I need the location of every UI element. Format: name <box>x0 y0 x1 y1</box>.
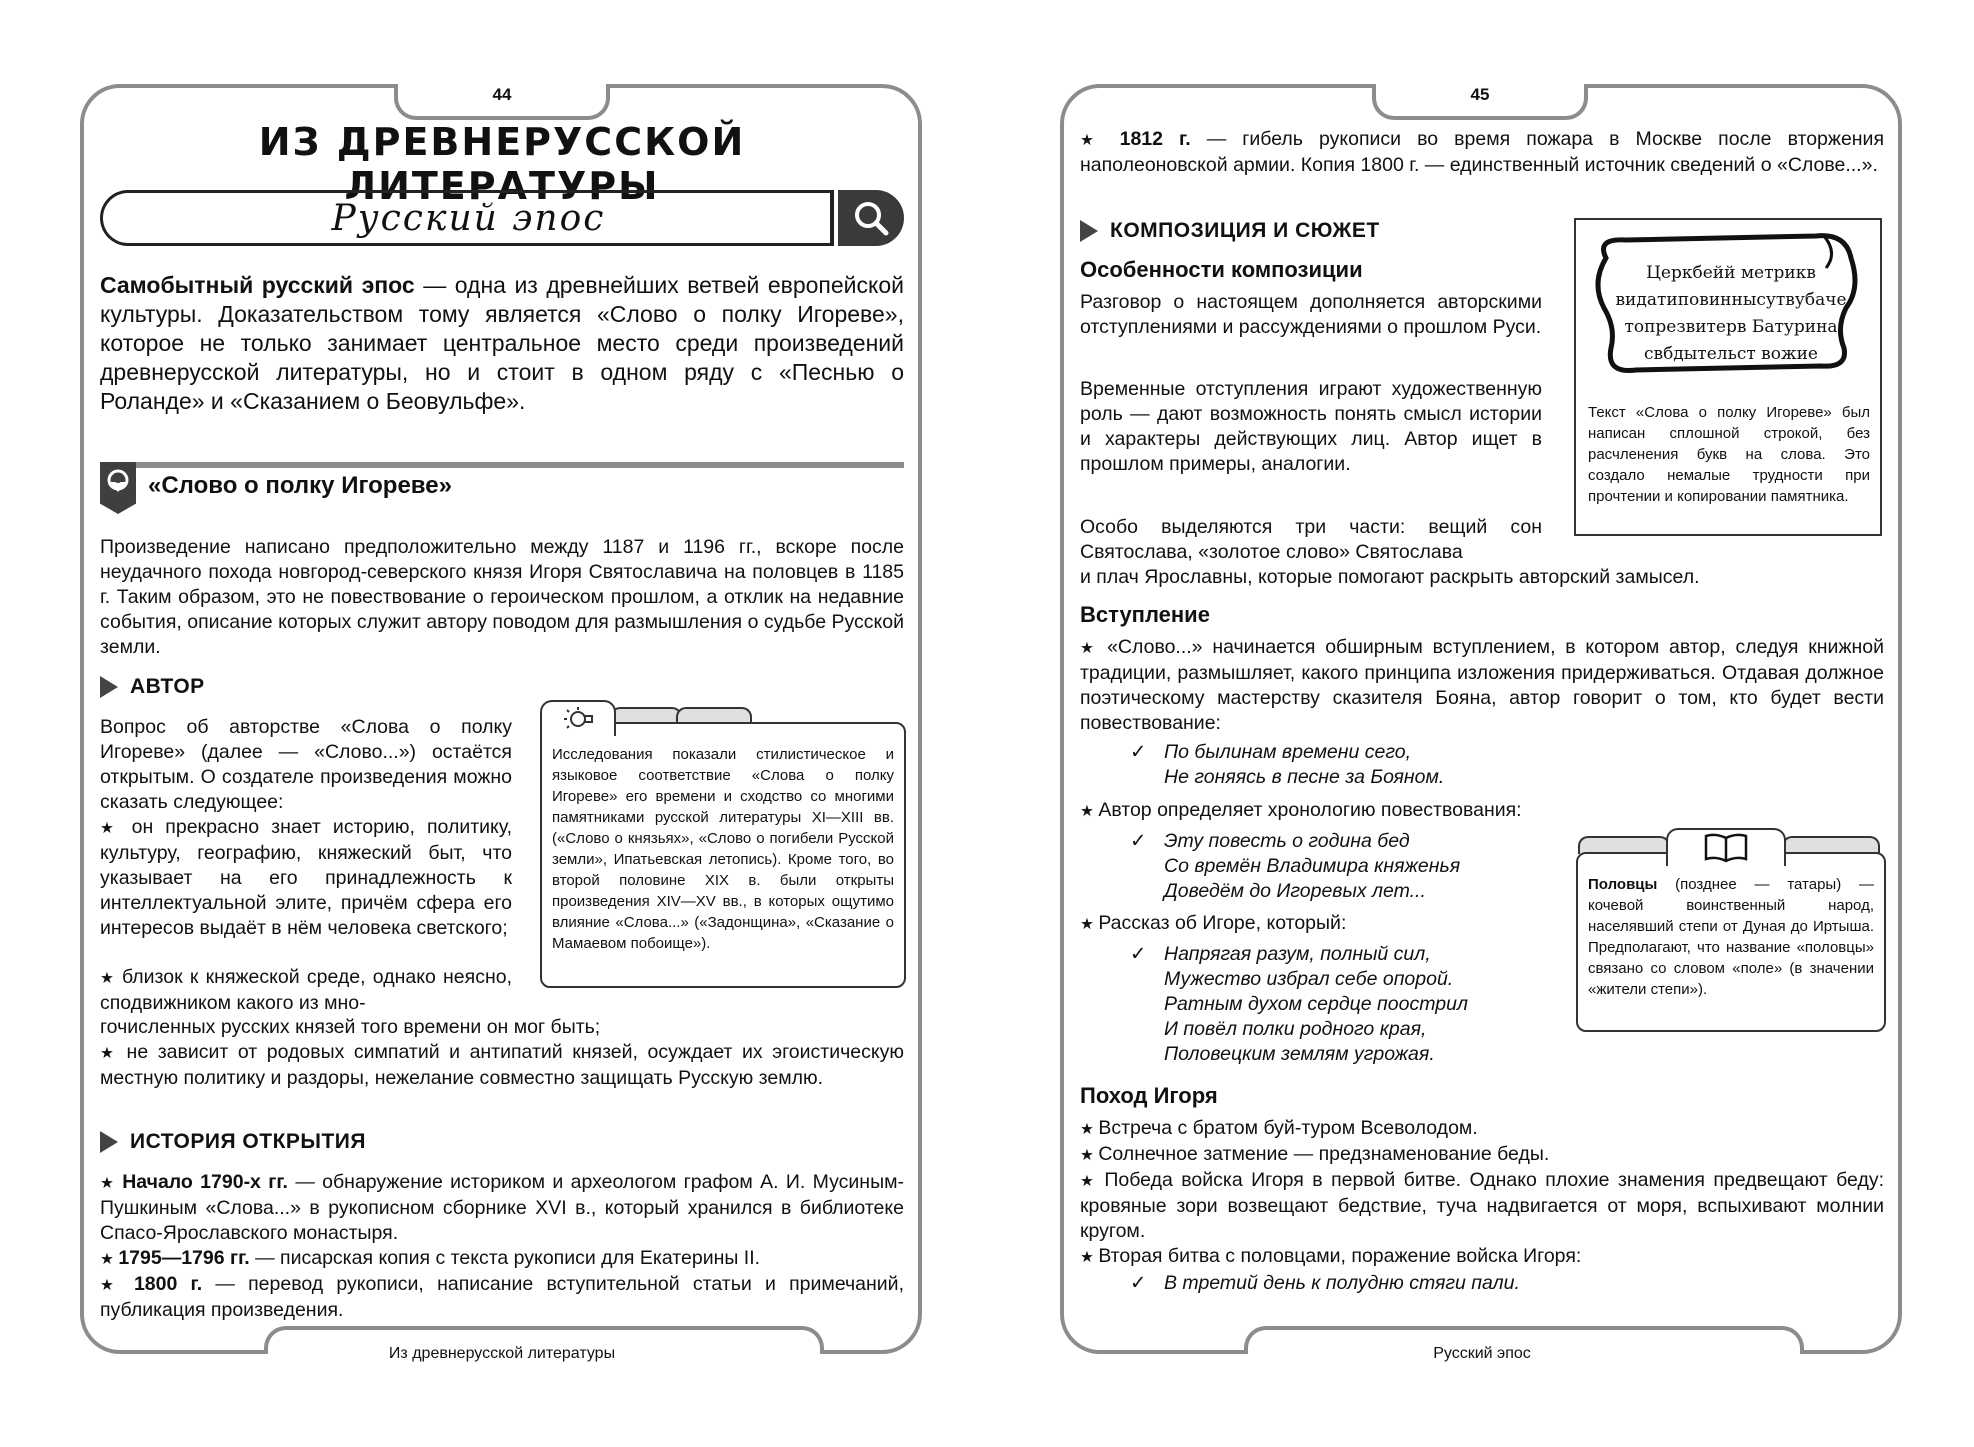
page-number-tab <box>1372 84 1588 120</box>
verse-line: Напрягая разум, полный сил, <box>1164 943 1431 965</box>
verse-line: По былинам времени сего, <box>1164 741 1412 763</box>
composition-paragraph-1: Разговор о настоящем дополняется авторскими отступлениями и рассуждениями о прошлом Руси. <box>1080 291 1542 338</box>
top-date: 1812 г. <box>1119 128 1191 150</box>
campaign-item: ★ Встреча с братом буй-туром Всеволодом. <box>1080 1116 1884 1142</box>
triangle-icon <box>100 676 118 698</box>
intro-paragraph-3: ★ Рассказ об Игоре, который: <box>1080 911 1580 937</box>
campaign-item: ★ Солнечное затмение — предзнаменование беды. <box>1080 1142 1884 1168</box>
intro-subheading: Вступление <box>1080 602 1210 627</box>
search-input[interactable] <box>100 190 834 246</box>
manuscript-line: Церкбейй метрикв <box>1646 263 1816 283</box>
verse-4 <box>1130 1271 1520 1296</box>
page-number: 44 <box>492 85 512 104</box>
author-point-1: ★ он прекрасно знает историю, политику, культуру, географию, княжеский быт, что указывает на его принадлежность к интеллектуальной элите, причём сфера его интересов выдаёт в нём человека светского; <box>100 815 512 941</box>
check-icon: ✓ <box>1130 741 1147 763</box>
check-icon: ✓ <box>1130 830 1147 852</box>
search-button[interactable] <box>838 190 904 246</box>
history-date: 1800 г. <box>133 1273 203 1295</box>
verse-3 <box>1130 942 1468 1067</box>
history-heading <box>100 1130 366 1154</box>
history-text: — перевод рукописи, написание вступительной статьи и примечаний, публикация произведения. <box>100 1273 904 1321</box>
map-pin-icon <box>100 462 136 514</box>
history-text: — обнаружение историком и археологом графом А. И. Мусиным-Пушкиным «Слова...» в рукописном сборнике XVI в., который хранился в библиотеке Спасо-Ярославского монастыря. <box>100 1171 904 1244</box>
campaign-subheading: Поход Игоря <box>1080 1083 1218 1108</box>
composition-paragraph-3b: и плач Ярославны, которые помогают раскрыть авторский замысел. <box>1080 566 1700 588</box>
lightbulb-icon <box>558 705 598 733</box>
lightbulb-tab <box>540 700 616 736</box>
verse-line: Половецким землям угрожая. <box>1164 1043 1435 1065</box>
campaign-list <box>1080 1116 1884 1270</box>
triangle-icon <box>1080 220 1098 242</box>
section-text: Произведение написано предположительно между 1187 и 1196 гг., вскоре после неудачного похода новгород-северского князя Игоря Святославича на половцев в 1185 г. Таким образом, это не повествование о героическом прошлом, а отклик на недавние события, описание которых служит автору поводом для размышления о судьбе Русской земли. <box>100 536 904 658</box>
history-item <box>100 1272 904 1323</box>
check-icon: ✓ <box>1130 943 1147 965</box>
verse-line: Ратным духом сердце поострил <box>1164 993 1468 1015</box>
verse-line: Доведём до Игоревых лет... <box>1164 880 1426 902</box>
history-date: Начало 1790-х гг. <box>122 1171 288 1193</box>
book-icon <box>1702 833 1750 863</box>
history-list <box>100 1170 904 1323</box>
manuscript-line: топрезвитерв Батурина <box>1624 317 1838 337</box>
triangle-icon <box>100 1131 118 1153</box>
verse-line: Не гоняясь в песне за Бояном. <box>1164 766 1445 788</box>
author-point-3: ★ не зависит от родовых симпатий и антипатий князей, осуждает их эгоистическую местную политику и раздоры, нежелание совместно защищать Русскую землю. <box>100 1040 904 1091</box>
intro-paragraph-1: ★ «Слово...» начинается обширным вступлением, в котором автор, следуя книжной традиции, размышляет, какого принципа изложения придерживаться. Отдавая должное поэтическому мастерству сказителя Бояна, автор говорит о том, кто будет вести повествование: <box>1080 635 1884 736</box>
right-footer: Русский эпос <box>1433 1345 1531 1362</box>
history-date: 1795—1796 гг. <box>118 1247 250 1269</box>
author-intro: Вопрос об авторстве «Слова о полку Игореве» (далее — «Слово...») остаётся открытым. О создателе произведения можно сказать следующее: <box>100 716 512 813</box>
verse-1 <box>1130 740 1444 790</box>
composition-paragraph-3a: Особо выделяются три части: вещий сон Святослава, «золотое слово» Святослава <box>1080 516 1542 563</box>
polovtsy-term: Половцы <box>1588 876 1658 893</box>
history-item <box>100 1246 904 1272</box>
polovtsy-definition: (позднее — татары) — кочевой воинственный народ, населявший степи от Дуная до Иртыша. Предполагают, что название «половцы» связано со словом «поле» (в значении «жители степи»). <box>1588 876 1874 998</box>
intro-paragraph-2: ★ Автор определяет хронологию повествования: <box>1080 798 1884 824</box>
history-heading-text: ИСТОРИЯ ОТКРЫТИЯ <box>130 1130 366 1153</box>
top-entry <box>1080 127 1884 178</box>
check-icon: ✓ <box>1130 1272 1147 1294</box>
author-point-2-b: гочисленных русских князей того времени он мог быть; <box>100 1016 601 1038</box>
top-text: — гибель рукописи во время пожара в Москве после вторжения наполеоновской армии. Копия 1800 г. — единственный источник сведений о «Слове...». <box>1080 128 1885 176</box>
left-footer: Из древнерусской литературы <box>388 1345 616 1362</box>
manuscript-figure <box>1574 218 1882 536</box>
verse-line: Со времён Владимира княженья <box>1164 855 1461 877</box>
verse-2 <box>1130 829 1460 904</box>
polovtsy-note <box>1576 852 1886 1032</box>
history-item <box>100 1170 904 1246</box>
book-tab <box>1666 828 1786 866</box>
composition-subheading: Особенности композиции <box>1080 257 1363 282</box>
search-divider <box>830 190 834 246</box>
section-rule <box>100 462 904 468</box>
verse-line: И повёл полки родного края, <box>1164 1018 1427 1040</box>
verse-line: Эту повесть о година бед <box>1164 830 1410 852</box>
composition-heading <box>1080 219 1380 243</box>
manuscript-line: свбдытельст вожие <box>1643 344 1818 364</box>
intro-bold: Самобытный русский эпос <box>100 272 415 298</box>
page-title: ИЗ ДРЕВНЕРУССКОЙ ЛИТЕРАТУРЫ <box>258 120 746 208</box>
search-text: Русский эпос <box>331 197 606 239</box>
verse-line: Мужество избрал себе опорой. <box>1164 968 1454 990</box>
note-text: Исследования показали стилистическое и языковое соответствие «Слова о полку Игореве» его времени и сходство со многими памятниками русской литературы XI—XIII вв. («Слово о князьях», «Слово о погибели Русской земли», Ипатьевская летопись). Кроме того, во второй половине XIX в. были открыты произведения XIV—XV вв., в которых ощутимо влияние «Слова...» («Задонщина», «Сказание о Мамаевом побоище»). <box>552 746 894 952</box>
author-heading-text: АВТОР <box>130 675 205 698</box>
polovtsy-text <box>1588 874 1874 1000</box>
composition-heading-text: КОМПОЗИЦИЯ И СЮЖЕТ <box>1110 219 1380 242</box>
campaign-item: ★ Победа войска Игоря в первой битве. Однако плохие знамения предвещают беду: кровяные зори возвещают бедствие, туча надвигается от моря, вспыхивают молнии кругом. <box>1080 1168 1884 1244</box>
search-icon <box>851 198 891 238</box>
intro-paragraph <box>100 271 904 416</box>
composition-paragraph-2: Временные отступления играют художественную роль — дают возможность понять смысл истории и характеры действующих лиц. Автор ищет в прошлом примеры, аналогии. <box>1080 378 1542 475</box>
campaign-item: ★ Вторая битва с половцами, поражение войска Игоря: <box>1080 1244 1884 1270</box>
verse-line: В третий день к полудню стяги пали. <box>1164 1272 1520 1294</box>
manuscript-text <box>1606 260 1856 368</box>
author-point-2-a: ★ близок к княжеской среде, однако неясно, сподвижником какого из мно- <box>100 965 512 1016</box>
manuscript-line: видатиповиннысутвубаче <box>1615 290 1847 310</box>
section-title: «Слово о полку Игореве» <box>148 472 452 499</box>
history-text: — писарская копия с текста рукописи для Екатерины II. <box>249 1247 761 1269</box>
manuscript-caption: Текст «Слова о полку Игореве» был написан сплошной строкой, без расчленения букв на слова. Это создало немалые трудности при прочтении и копировании памятника. <box>1588 404 1870 505</box>
intro-text: — одна из древнейших ветвей европейской культуры. Доказательством тому является «Слово о полку Игореве», которое не только занимает центральное место среди произведений древнерусской литературы, но и стоит в одном ряду с «Песнью о Роланде» и «Сказанием о Беовульфе». <box>100 272 904 414</box>
page-number: 45 <box>1470 85 1490 104</box>
author-heading <box>100 675 205 699</box>
note-box <box>540 722 906 988</box>
page-number-tab <box>394 84 610 120</box>
